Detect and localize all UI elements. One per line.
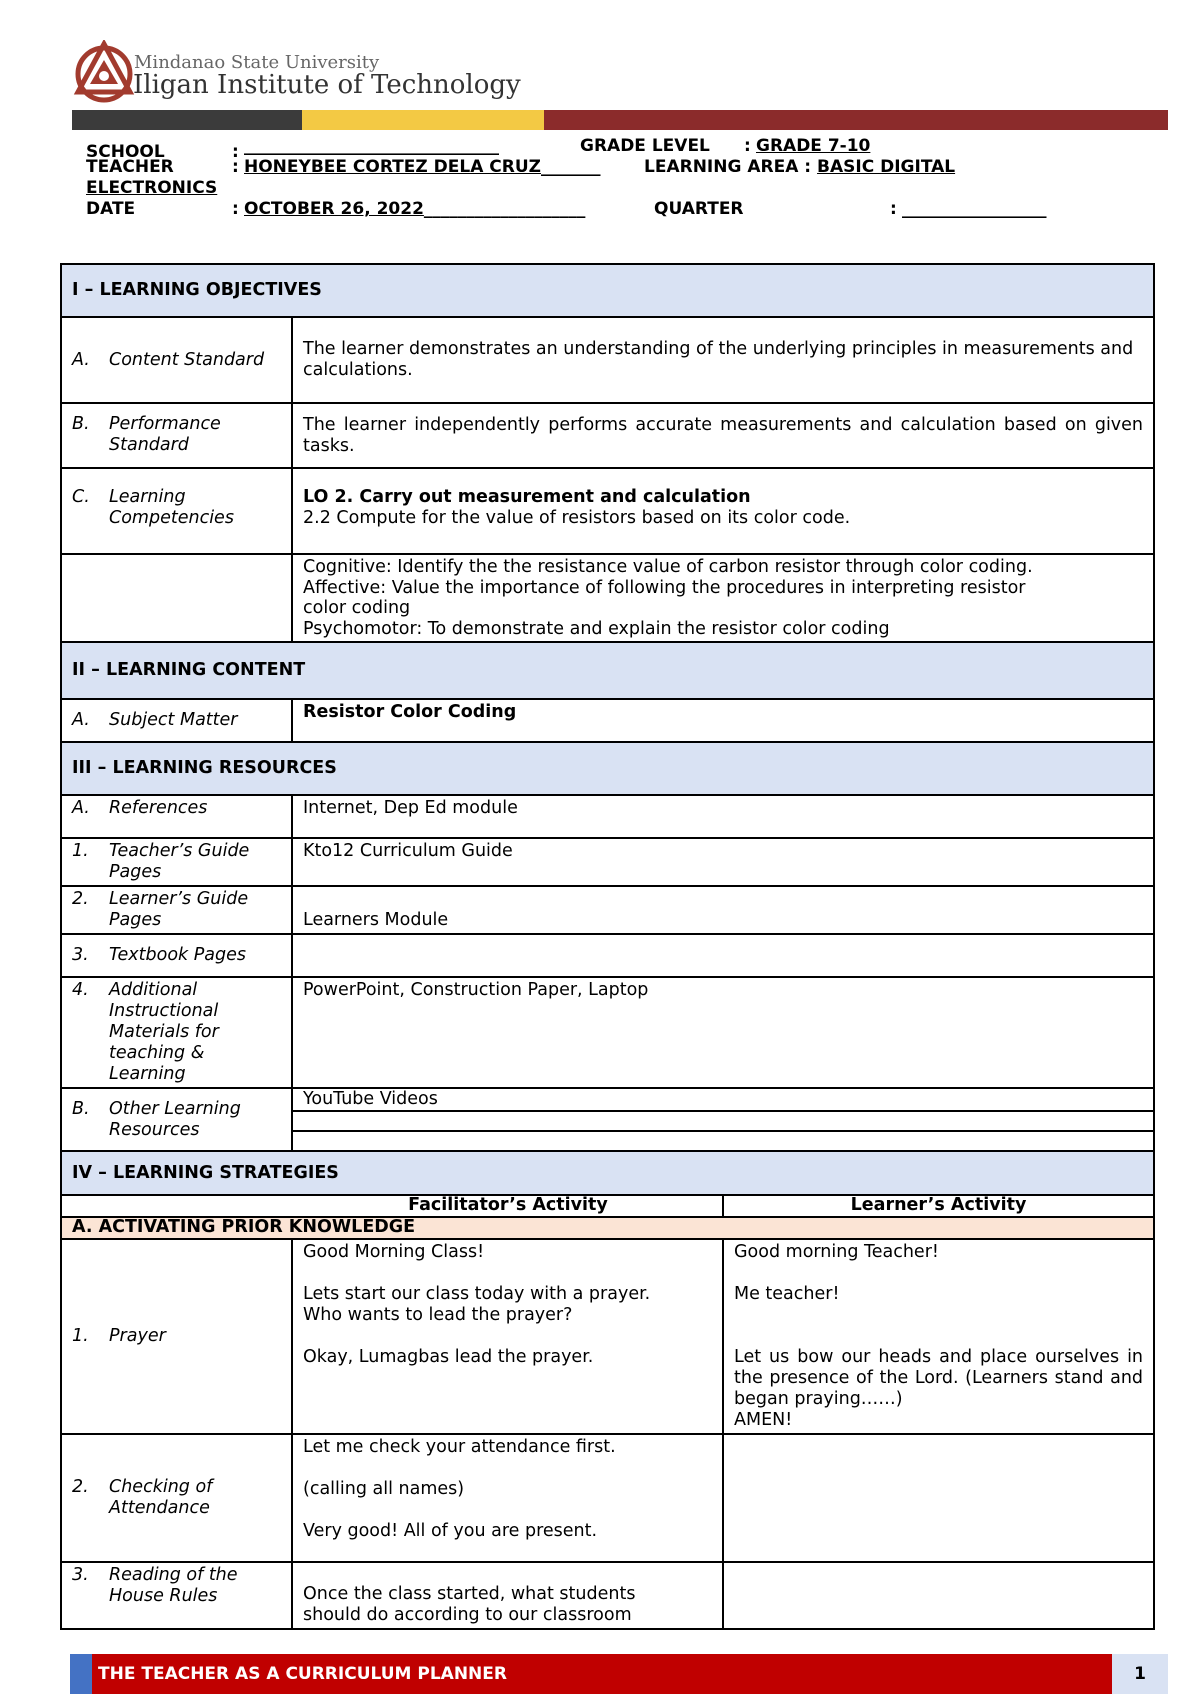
footer-accent: [70, 1654, 92, 1694]
institute-name: Iligan Institute of Technology: [133, 70, 521, 100]
item-label: Teacher’s Guide Pages: [109, 841, 250, 882]
page-number: 1: [1134, 1664, 1146, 1684]
quarter-value-line: _________________: [902, 199, 1047, 219]
resource-label: [61, 795, 292, 838]
facilitator-line: (calling all names): [303, 1479, 465, 1499]
item-number: C.: [72, 487, 90, 507]
item-label: Learner’s Guide Pages: [109, 889, 249, 930]
competency-lo: LO 2. Carry out measurement and calculation: [303, 487, 751, 507]
subject-matter-text: Resistor Color Coding: [292, 699, 1154, 742]
section-learning-strategies: IV – LEARNING STRATEGIES: [61, 1151, 1154, 1195]
facilitator-line: Who wants to lead the prayer?: [303, 1305, 573, 1325]
item-number: 3.: [72, 1565, 89, 1585]
learner-activity: [723, 1239, 1154, 1434]
facilitator-line: [303, 1263, 712, 1284]
resource-label: [61, 934, 292, 977]
teacher-value: HONEYBEE CORTEZ DELA CRUZ: [244, 157, 541, 177]
header-band-maroon: [544, 110, 1168, 130]
item-number: 1.: [72, 1326, 89, 1346]
item-label: Learning Competencies: [109, 487, 234, 528]
item-number: A.: [72, 349, 90, 370]
facilitator-line: [303, 1326, 712, 1347]
lesson-plan-table: [60, 263, 1155, 1630]
domains-cell: [292, 554, 1154, 642]
item-label: Checking of Attendance: [109, 1477, 213, 1518]
item-label: Content Standard: [109, 349, 265, 370]
domains-empty-label: [61, 554, 292, 642]
competencies-label: [61, 468, 292, 554]
domain-psychomotor: Psychomotor: To demonstrate and explain the resistor color coding: [303, 618, 890, 639]
item-number: A.: [72, 798, 90, 818]
competencies-cell: [292, 468, 1154, 554]
area-colon: :: [804, 157, 812, 177]
item-label: Performance Standard: [109, 414, 221, 455]
section-learning-objectives: I – LEARNING OBJECTIVES: [61, 264, 1154, 317]
info-row-area-cont: [86, 178, 217, 199]
competency-text: 2.2 Compute for the value of resistors based on its color code.: [303, 508, 851, 528]
item-label: Additional Instructional Materials for teaching & Learning: [109, 980, 219, 1084]
section-activating-prior-knowledge: A. ACTIVATING PRIOR KNOWLEDGE: [61, 1217, 1154, 1239]
section-learning-resources: III – LEARNING RESOURCES: [61, 742, 1154, 795]
school-colon: :: [232, 142, 239, 162]
facilitator-line: [303, 1458, 712, 1479]
teacher-label: TEACHER: [86, 157, 174, 177]
strategy-label: [61, 1434, 292, 1562]
item-number: B.: [72, 1098, 90, 1119]
item-label: Other Learning Resources: [109, 1098, 241, 1140]
quarter-colon: :: [890, 199, 897, 219]
facilitator-line: Good Morning Class!: [303, 1242, 485, 1262]
resource-text: Kto12 Curriculum Guide: [292, 838, 1154, 886]
resource-text: Internet, Dep Ed module: [292, 795, 1154, 838]
domain-affective: Affective: Value the importance of following the procedures in interpreting resistor color coding: [303, 577, 1026, 618]
item-label: References: [109, 798, 208, 818]
grade-label: GRADE LEVEL: [580, 136, 710, 156]
facilitator-line: Very good! All of you are present.: [303, 1521, 598, 1541]
item-number: 2.: [72, 889, 89, 909]
learner-line: Me teacher!: [734, 1284, 840, 1304]
item-label: Textbook Pages: [109, 945, 247, 965]
facilitator-line: Okay, Lumagbas lead the prayer.: [303, 1347, 594, 1367]
area-value: BASIC DIGITAL: [817, 157, 956, 177]
resource-text: Learners Module: [292, 886, 1154, 934]
resource-text: PowerPoint, Construction Paper, Laptop: [292, 977, 1154, 1088]
quarter-label: QUARTER: [654, 199, 744, 219]
teacher-gap-line: _______: [540, 157, 601, 177]
item-label: Reading of the House Rules: [109, 1565, 238, 1606]
item-label: Prayer: [109, 1326, 166, 1346]
strategy-label: [61, 1239, 292, 1434]
section-learning-content: II – LEARNING CONTENT: [61, 642, 1154, 699]
resource-label: [61, 977, 292, 1088]
learner-line: AMEN!: [734, 1410, 793, 1430]
learner-line: Let us bow our heads and place ourselves in the presence of the Lord. (Learners stand and began praying……): [734, 1347, 1144, 1409]
learner-activity: [723, 1434, 1154, 1562]
info-row-area: [644, 157, 955, 178]
content-standard-text: The learner demonstrates an understanding of the underlying principles in measurements and calculations.: [292, 317, 1154, 403]
footer-title: THE TEACHER AS A CURRICULUM PLANNER: [98, 1664, 507, 1684]
item-number: 3.: [72, 945, 89, 965]
grade-colon: :: [744, 136, 751, 156]
facilitator-activity: [292, 1434, 723, 1562]
facilitator-line: Lets start our class today with a prayer.: [303, 1284, 651, 1304]
strategy-label: [61, 1562, 292, 1629]
resource-label: [61, 1088, 292, 1151]
info-row-grade: [580, 136, 870, 157]
header-band-gold: [302, 110, 544, 130]
teacher-colon: :: [232, 157, 239, 177]
info-row-quarter: [654, 199, 1047, 220]
resource-text: [292, 934, 1154, 977]
facilitator-line: [303, 1500, 712, 1521]
area-label: LEARNING AREA: [644, 157, 799, 177]
item-label: Subject Matter: [109, 710, 238, 730]
learner-line: [734, 1305, 1143, 1326]
facilitator-activity: [292, 1562, 723, 1629]
header-band-dark: [72, 110, 302, 130]
facilitator-line: Let me check your attendance first.: [303, 1437, 616, 1457]
resource-label: [61, 838, 292, 886]
university-logo: [72, 40, 136, 104]
resource-label: [61, 886, 292, 934]
resource-text: YouTube Videos: [292, 1088, 1154, 1111]
item-number: A.: [72, 710, 90, 730]
area-value-cont: ELECTRONICS: [86, 178, 218, 198]
learner-header: Learner’s Activity: [723, 1195, 1154, 1217]
resource-blank-row: [292, 1111, 1154, 1131]
info-row-date: [86, 199, 585, 220]
date-gap-line: ___________________: [423, 199, 586, 219]
facilitator-line: [303, 1565, 682, 1584]
item-number: B.: [72, 414, 90, 434]
learner-activity: [723, 1562, 1154, 1629]
facilitator-line: Once the class started, what students should do according to our classroom: [303, 1584, 636, 1625]
performance-standard-label: [61, 403, 292, 468]
domain-cognitive: Cognitive: Identify the the resistance value of carbon resistor through color coding.: [303, 557, 1033, 577]
performance-standard-text: The learner independently performs accurate measurements and calculation based on given tasks.: [292, 403, 1154, 468]
school-value-line: ______________________________: [244, 136, 499, 156]
item-number: 2.: [72, 1477, 89, 1497]
learner-line: Good morning Teacher!: [734, 1242, 939, 1262]
school-label: SCHOOL: [86, 142, 165, 162]
university-name: Mindanao State University: [134, 52, 380, 73]
learner-line: [734, 1263, 1143, 1284]
item-number: 4.: [72, 980, 89, 1000]
content-standard-label: [61, 317, 292, 403]
learner-line: [734, 1326, 1143, 1347]
info-row-teacher: [86, 157, 600, 178]
date-label: DATE: [86, 199, 136, 219]
facilitator-activity: [292, 1239, 723, 1434]
facilitator-header: Facilitator’s Activity: [61, 1195, 723, 1217]
grade-value: GRADE 7-10: [756, 136, 871, 156]
resource-blank-row: [292, 1131, 1154, 1151]
date-value: OCTOBER 26, 2022: [244, 199, 424, 219]
date-colon: :: [232, 199, 239, 219]
item-number: 1.: [72, 841, 89, 861]
subject-matter-label: [61, 699, 292, 742]
